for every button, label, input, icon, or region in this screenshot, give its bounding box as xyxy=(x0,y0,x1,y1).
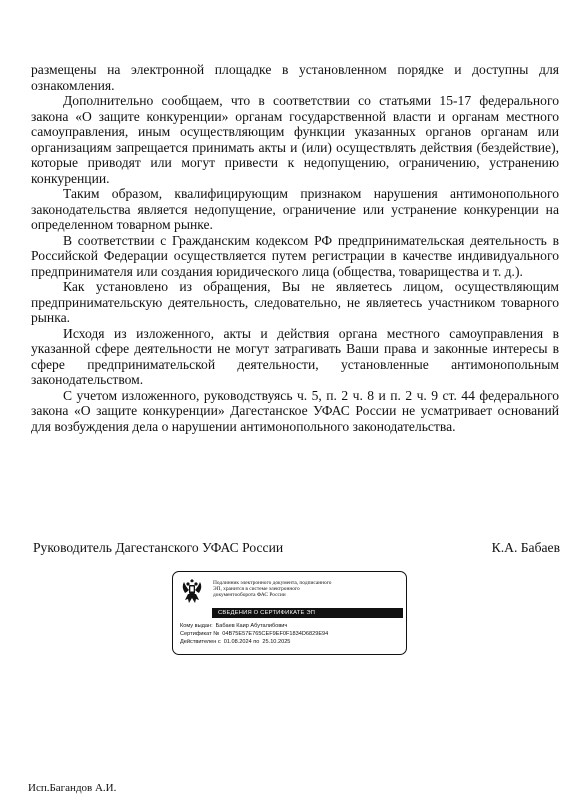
coat-of-arms-icon xyxy=(180,576,204,606)
certificate-row xyxy=(180,630,405,638)
paragraph: Как установлено из обращения, Вы не являетесь лицом, осуществляющим предпринимательскую деятельность, следовательно, не являетесь участником товарного рынка. xyxy=(31,279,559,325)
certificate-details xyxy=(180,622,405,646)
paragraph: Дополнительно сообщаем, что в соответствии со статьями 15-17 федерального закона «О защите конкуренции» органам государственной власти и органам местного самоуправления, иным осуществляющим функции указанных органов органам или организациям запрещается принимать акты и (или) осуществлять действия (бездействие), которые приводят или могут привести к недопущению, ограничению, устранению конкуренции. xyxy=(31,93,559,186)
valid-separator: по xyxy=(253,639,260,645)
electronic-signature-stamp xyxy=(172,571,407,655)
stamp-header: СВЕДЕНИЯ О СЕРТИФИКАТЕ ЭП xyxy=(212,608,403,618)
certificate-label: Сертификат № xyxy=(180,631,220,637)
valid-to: 25.10.2025 xyxy=(262,639,291,645)
signatory-name: К.А. Бабаев xyxy=(491,540,560,555)
paragraph: Таким образом, квалифицирующим признаком нарушения антимонопольного законодательства является недопущение, ограничение или устранение конкуренции на определенном товарном рынке. xyxy=(31,186,559,232)
certificate-number: 04B75E57E765CEF9EF0F1834D6829E94 xyxy=(222,631,329,637)
signatory-role: Руководитель Дагестанского УФАС России xyxy=(33,540,284,555)
valid-label: Действителен с xyxy=(180,639,221,645)
stamp-note-line: Подлинник электронного документа, подписанного xyxy=(213,580,332,586)
letter-body xyxy=(31,62,559,434)
paragraph: С учетом изложенного, руководствуясь ч. 5, п. 2 ч. 8 и п. 2 ч. 9 ст. 44 федерального закона «О защите конкуренции» Дагестанское УФАС России не усматривает оснований для возбуждения дела о нарушении антимонопольного законодательства. xyxy=(31,387,559,434)
executor-note: Исп.Багандов А.И. xyxy=(28,782,117,794)
validity-row xyxy=(180,638,405,646)
issued-to-label: Кому выдан: xyxy=(180,623,213,629)
paragraph: размещены на электронной площадке в установленном порядке и доступны для ознакомления. xyxy=(31,62,559,93)
stamp-note xyxy=(213,580,403,599)
stamp-note-line: ЭП, хранится в системе электронного xyxy=(213,586,300,593)
stamp-note-line: документооборота ФАС России xyxy=(213,592,286,599)
valid-from: 01.08.2024 xyxy=(223,639,252,645)
issued-to-value: Бабаев Каир Абуталибович xyxy=(215,623,288,629)
paragraph: Исходя из изложенного, акты и действия органа местного самоуправления в указанной сфере деятельности не могут затрагивать Ваши права и законные интересы в сфере предпринимательской деятельности, установленные антимонопольным законодательством. xyxy=(31,325,559,387)
issued-to-row xyxy=(180,622,405,630)
paragraph: В соответствии с Гражданским кодексом РФ предпринимательская деятельность в Российской Федерации осуществляется путем регистрации в качестве индивидуального предпринимателя или создания юридического лица (общества, товарищества и т. д.). xyxy=(31,232,559,279)
